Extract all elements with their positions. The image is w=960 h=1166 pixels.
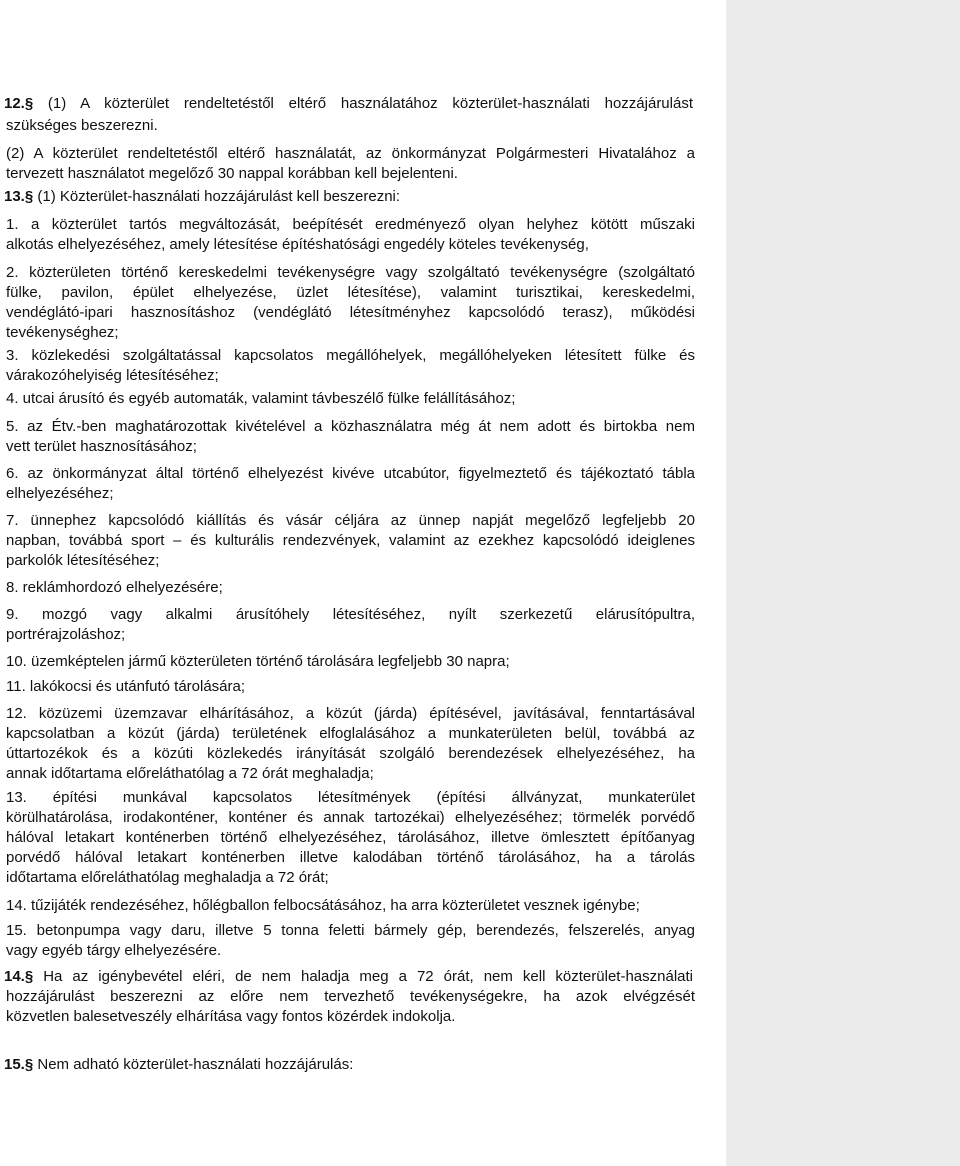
line-text: vendéglátó-ipari hasznosításhoz (vendéglátó létesítményhez kapcsolódó terasz), működési — [6, 304, 695, 321]
text-line — [4, 186, 400, 207]
text-line — [6, 388, 515, 409]
text-line — [6, 322, 119, 343]
line-text: annak időtartama előreláthatólag a 72 órát meghaladja; — [6, 765, 374, 782]
line-text: elhelyezéséhez; — [6, 485, 114, 502]
text-line — [4, 966, 693, 987]
line-text: időtartama előreláthatólag meghaladja a 72 órát; — [6, 869, 329, 886]
text-line — [6, 763, 374, 784]
text-line — [6, 787, 695, 808]
text-line — [6, 302, 695, 323]
line-text: Nem adható közterület-használati hozzájárulás: — [33, 1056, 354, 1073]
section-number: 12.§ — [4, 95, 34, 112]
text-line — [6, 214, 695, 235]
text-line — [6, 163, 458, 184]
line-text: közvetlen balesetveszély elhárítása vagy fontos közérdek indokolja. — [6, 1008, 456, 1025]
text-line — [6, 115, 158, 136]
text-line — [6, 986, 695, 1007]
text-line — [4, 93, 693, 114]
line-text: 14. tűzijáték rendezéséhez, hőlégballon felbocsátásához, ha arra közterületet vesznek igénybe; — [6, 897, 640, 914]
line-text: körülhatárolása, irodakonténer, konténer és annak tartozékai) elhelyezéséhez; törmelék porvédő — [6, 809, 695, 826]
line-text: Ha az igénybevétel eléri, de nem haladja meg a 72 órát, nem kell közterület-használati — [33, 968, 693, 985]
line-text: 12. közüzemi üzemzavar elhárításához, a közút (járda) építésével, javításával, fenntartásával — [6, 705, 695, 722]
text-line — [6, 463, 695, 484]
text-line — [6, 651, 510, 672]
line-text: parkolók létesítéséhez; — [6, 552, 160, 569]
line-text: hozzájárulást beszerezni az előre nem tervezhető tevékenységekre, ha azok elvégzését — [6, 988, 695, 1005]
text-line — [6, 530, 695, 551]
line-text: 6. az önkormányzat által történő elhelyezést kivéve utcabútor, figyelmeztető és tájékoztató tábla — [6, 465, 695, 482]
text-line — [6, 416, 695, 437]
line-text: tevékenységhez; — [6, 324, 119, 341]
text-line — [6, 262, 695, 283]
text-line — [6, 624, 125, 645]
line-text: 1. a közterület tartós megváltozását, beépítését eredményező olyan helyhez kötött műszaki — [6, 216, 695, 233]
section-number: 14.§ — [4, 968, 34, 985]
text-line — [6, 234, 589, 255]
line-text: alkotás elhelyezéséhez, amely létesítése építéshatósági engedély köteles tevékenység, — [6, 236, 589, 253]
line-text: vett terület hasznosításához; — [6, 438, 197, 455]
line-text: 4. utcai árusító és egyéb automaták, valamint távbeszélő fülke felállításához; — [6, 390, 516, 407]
line-text: 9. mozgó vagy alkalmi árusítóhely létesítéséhez, nyílt szerkezetű elárusítópultra, — [6, 606, 695, 623]
text-line — [6, 282, 695, 303]
text-line — [6, 143, 695, 164]
line-text: (1) Közterület-használati hozzájárulást kell beszerezni: — [33, 188, 401, 205]
line-text: várakozóhelyiség létesítéséhez; — [6, 367, 219, 384]
line-text: 8. reklámhordozó elhelyezésére; — [6, 579, 223, 596]
line-text: vagy egyéb tárgy elhelyezésére. — [6, 942, 222, 959]
line-text: 11. lakókocsi és utánfutó tárolására; — [6, 678, 246, 695]
text-line — [6, 483, 114, 504]
section-number: 13.§ — [4, 188, 34, 205]
text-line — [6, 676, 245, 697]
text-line — [6, 577, 223, 598]
line-text: kapcsolatban a közút (járda) területének elfoglalásához a munkaterületen belül, továbbá az — [6, 725, 695, 742]
text-line — [6, 510, 695, 531]
line-text: szükséges beszerezni. — [6, 117, 158, 134]
line-text: fülke, pavilon, épület elhelyezése, üzlet létesítése), valamint turisztikai, kereskedelmi, — [6, 284, 695, 301]
line-text: 3. közlekedési szolgáltatással kapcsolatos megállóhelyek, megállóhelyeken létesített fülke és — [6, 347, 695, 364]
text-line — [6, 827, 695, 848]
line-text: 10. üzemképtelen jármű közterületen történő tárolására legfeljebb 30 napra; — [6, 653, 510, 670]
line-text: 2. közterületen történő kereskedelmi tevékenységre vagy szolgáltató tevékenységre (szolgáltató — [6, 264, 695, 281]
text-line — [6, 920, 695, 941]
text-line — [6, 723, 695, 744]
text-line — [6, 345, 695, 366]
text-line — [6, 743, 695, 764]
text-line — [6, 807, 695, 828]
text-line — [6, 895, 640, 916]
line-text: hálóval letakart konténerben történő elhelyezéséhez, tárolásához, illetve ömlesztett építőanyag — [6, 829, 695, 846]
section-number: 15.§ — [4, 1056, 34, 1073]
text-line — [6, 550, 159, 571]
text-line — [6, 940, 221, 961]
line-text: (1) A közterület rendeltetéstől eltérő használatához közterület-használati hozzájárulást — [33, 95, 693, 112]
text-line — [6, 604, 695, 625]
line-text: (2) A közterület rendeltetéstől eltérő használatát, az önkormányzat Polgármesteri Hivatalához a — [6, 145, 695, 162]
line-text: 5. az Étv.-ben maghatározottak kivételével a közhasználatra még át nem adott és birtokba nem — [6, 418, 695, 435]
text-line — [6, 867, 329, 888]
text-line — [6, 1006, 455, 1027]
line-text: napban, továbbá sport – és kulturális rendezvények, valamint az ezekhez kapcsolódó ideiglenes — [6, 532, 695, 549]
line-text: tervezett használatot megelőző 30 nappal korábban kell bejelenteni. — [6, 165, 458, 182]
line-text: portrérajzoláshoz; — [6, 626, 126, 643]
line-text: 7. ünnephez kapcsolódó kiállítás és vásár céljára az ünnep napját megelőző legfeljebb 20 — [6, 512, 695, 529]
line-text: porvédő hálóval letakart konténerben illetve kalodában történő tárolásához, ha a tárolás — [6, 849, 695, 866]
line-text: 15. betonpumpa vagy daru, illetve 5 tonna feletti bármely gép, berendezés, felszerelés, anyag — [6, 922, 695, 939]
text-line — [4, 1054, 353, 1075]
text-line — [6, 436, 197, 457]
text-line — [6, 703, 695, 724]
text-line — [6, 847, 695, 868]
line-text: úttartozékok és a közúti közlekedés irányítását szolgáló berendezések elhelyezéséhez, ha — [6, 745, 695, 762]
text-line — [6, 365, 219, 386]
line-text: 13. építési munkával kapcsolatos létesítmények (építési állványzat, munkaterület — [6, 789, 695, 806]
